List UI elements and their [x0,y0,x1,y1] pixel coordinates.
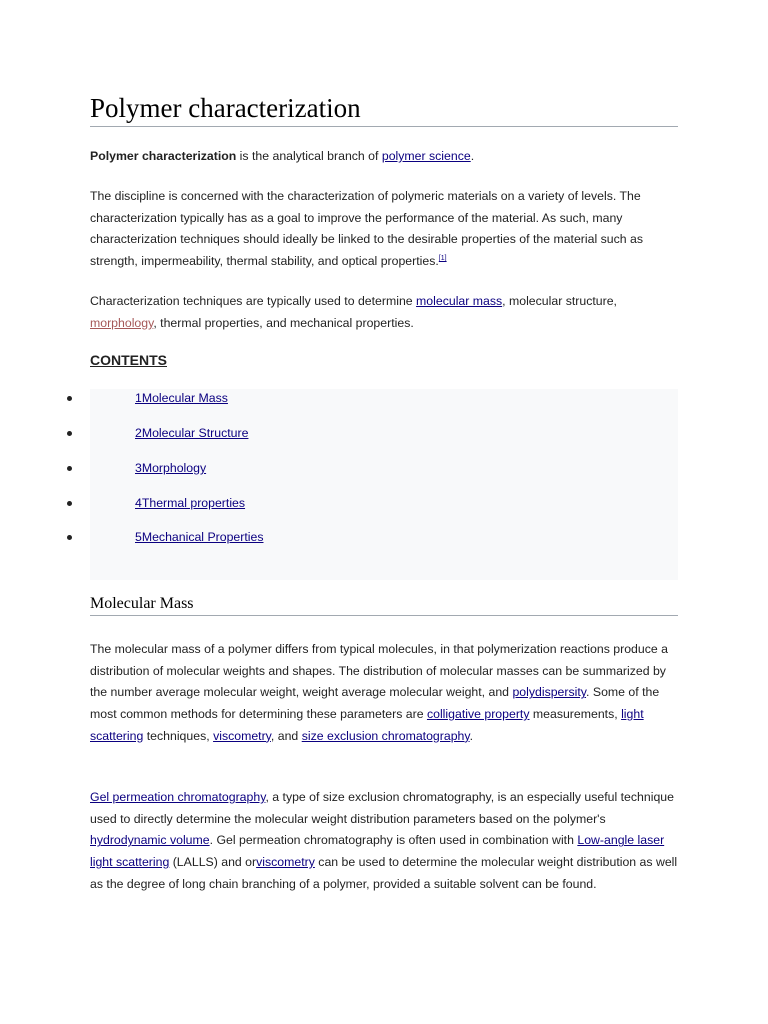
bullet-icon [67,466,72,471]
toc-link-morphology[interactable]: 3Morphology [135,461,207,475]
bullet-icon [67,396,72,401]
polymer-science-link[interactable]: polymer science [381,149,471,163]
size-exclusion-chromatography-link[interactable]: size exclusion chromatography [301,728,470,743]
viscometry-link-2[interactable]: viscometry [256,855,315,870]
polydispersity-link[interactable]: polydispersity [512,685,587,700]
techniques-paragraph [90,291,678,334]
bullet-icon [67,535,72,540]
intro-end: . [470,149,475,163]
toc-link-molecular-mass[interactable]: 1Molecular Mass [135,391,228,405]
bullet-icon [67,501,72,506]
toc-item [0,494,500,512]
intro-text: is the analytical branch of [236,149,382,163]
toc-item [0,424,500,442]
mm-text-5: , and [270,728,302,743]
molecular-mass-link[interactable]: molecular mass [416,294,503,308]
mm-text-3: measurements, [529,707,622,722]
mm-text-4: techniques, [143,728,214,743]
page-title: Polymer characterization [90,92,678,127]
toc-link-mechanical-properties[interactable]: 5Mechanical Properties [135,530,264,544]
intro-bold-term: Polymer characterization [90,149,237,163]
toc-link-molecular-structure[interactable]: 2Molecular Structure [135,426,249,440]
molecular-mass-paragraph [90,639,678,748]
contents-heading: CONTENTS [90,352,167,368]
discipline-text: The discipline is concerned with the characterization of polymeric materials on a variety of levels. The characterization typically has as a goal to improve the performance of the material. As such, many characterization techniques should ideally be linked to the desirable properties of the material such as strength, impermeability, thermal stability, and optical properties. [90,189,643,269]
colligative-property-link[interactable]: colligative property [426,707,530,722]
techniques-text-2: , molecular structure, [502,294,617,308]
viscometry-link[interactable]: viscometry [213,728,271,743]
section-heading-molecular-mass: Molecular Mass [90,594,678,616]
morphology-link[interactable]: morphology [90,315,154,330]
reference-1-link[interactable]: [1] [438,255,447,263]
mm-text-1: The molecular mass of a polymer differs from typical molecules, in that polymerization reactions produce a distribution of molecular weights and shapes. The distribution of molecular masses can be summarized by the number average molecular weight, weight average molecular weight, and [90,642,668,700]
gpc-paragraph [90,787,678,896]
bullet-icon [67,431,72,436]
toc-item [0,528,500,546]
hydrodynamic-volume-link[interactable]: hydrodynamic volume [90,833,210,848]
gel-permeation-chromatography-link[interactable]: Gel permeation chromatography [90,790,266,804]
techniques-text-3: , thermal properties, and mechanical properties. [153,315,414,330]
toc-link-thermal-properties[interactable]: 4Thermal properties [135,496,246,510]
gpc-text-4: can be used to determine the molecular weight distribution as well as the degree of long chain branching of a polymer, provided a suitable solvent can be found. [90,855,678,891]
discipline-paragraph [90,186,678,273]
toc-item [0,459,500,477]
gpc-text-2: . Gel permeation chromatography is often used in combination with [209,833,578,848]
light-scattering-link[interactable]: light scattering [90,707,644,743]
techniques-text-1: Characterization techniques are typically used to determine [90,294,417,308]
mm-text-2: . Some of the most common methods for determining these parameters are [90,685,660,722]
gpc-text-1: , a type of size exclusion chromatography, is an especially useful technique used to directly determine the molecular weight distribution parameters based on the polymer's [90,790,674,826]
table-of-contents [90,389,678,580]
intro-paragraph [90,146,678,168]
gpc-text-3: (LALLS) and or [169,855,257,870]
mm-text-6: . [469,728,474,743]
toc-item [0,389,500,407]
lalls-link[interactable]: Low-angle laser light scattering [90,833,665,870]
